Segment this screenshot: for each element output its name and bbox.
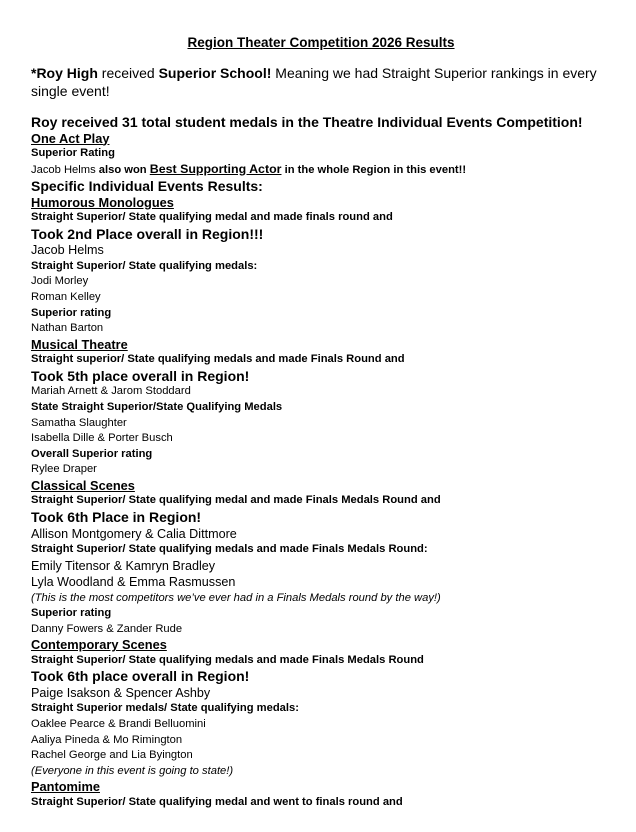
contemporary-place: Took 6th place overall in Region!: [31, 668, 250, 685]
humorous-name-1: Jacob Helms: [31, 243, 104, 258]
classical-label-2: Straight Superior/ State qualifying medals and made Finals Medals Round:: [31, 543, 428, 555]
humorous-label-1: Straight Superior/ State qualifying medal and made finals round and: [31, 211, 393, 224]
classical-label-3: Superior rating: [31, 607, 112, 620]
pantomime-label-1: Straight Superior/ State qualifying medal and went to finals round and: [31, 795, 403, 808]
contemporary-heading: Contemporary Scenes: [31, 637, 167, 653]
humorous-name-2a: Jodi Morley: [31, 275, 89, 288]
contemporary-name-2c: Rachel George and Lia Byington: [31, 749, 193, 762]
musical-label-1: Straight superior/ State qualifying medals and made Finals Round and: [31, 353, 405, 366]
intro-paragraph: [31, 65, 621, 100]
intro-school: *Roy High: [31, 65, 98, 81]
contemporary-name-1: Paige Isakson & Spencer Ashby: [31, 685, 211, 700]
classical-name-2b: Lyla Woodland & Emma Rasmussen: [31, 575, 236, 590]
musical-place: Took 5th place overall in Region!: [31, 367, 250, 384]
classical-note: (This is the most competitors we’ve ever had in a Finals Medals round by the way!): [31, 591, 441, 604]
classical-place: Took 6th Place in Region!: [31, 509, 202, 525]
humorous-label-3: Superior rating: [31, 306, 112, 319]
contemporary-label-2: Straight Superior medals/ State qualifying medals:: [31, 702, 299, 715]
musical-name-3a: Rylee Draper: [31, 463, 97, 476]
one-act-rating: Superior Rating: [31, 147, 115, 159]
one-act-award-mid: also won: [95, 163, 150, 176]
one-act-award-end: in the whole Region in this event!!: [281, 163, 467, 176]
results-document: [31, 35, 621, 811]
specific-heading: Specific Individual Events Results:: [31, 178, 263, 195]
one-act-award-title: Best Supporting Actor: [149, 161, 282, 176]
classical-name-3a: Danny Fowers & Zander Rude: [31, 622, 183, 635]
medals-line: Roy received 31 total student medals in the Theatre Individual Events Competition!: [31, 114, 583, 130]
humorous-place: Took 2nd Place overall in Region!!!: [31, 225, 264, 242]
classical-name-1: Allison Montgomery & Calia Dittmore: [31, 526, 237, 541]
classical-heading: Classical Scenes: [31, 477, 135, 493]
intro-award: Superior School!: [158, 65, 272, 81]
humorous-label-2: Straight Superior/ State qualifying medals:: [31, 259, 258, 272]
pantomime-heading: Pantomime: [31, 779, 100, 795]
contemporary-name-2a: Oaklee Pearce & Brandi Belluomini: [31, 718, 206, 731]
one-act-award-line: [31, 162, 621, 179]
musical-label-3: Overall Superior rating: [31, 447, 153, 460]
page-title: Region Theater Competition 2026 Results: [187, 35, 455, 50]
musical-name-1: Mariah Arnett & Jarom Stoddard: [31, 385, 191, 398]
intro-text-1: received: [97, 65, 159, 81]
one-act-award-name: Jacob Helms: [31, 163, 96, 176]
musical-label-2: State Straight Superior/State Qualifying Medals: [31, 400, 283, 413]
contemporary-note: (Everyone in this event is going to state!): [31, 764, 234, 777]
humorous-name-3a: Nathan Barton: [31, 322, 104, 335]
musical-heading: Musical Theatre: [31, 336, 128, 352]
musical-name-2a: Samatha Slaughter: [31, 416, 127, 429]
contemporary-name-2b: Aaliya Pineda & Mo Rimington: [31, 733, 183, 746]
contemporary-label-1: Straight Superior/ State qualifying medals and made Finals Medals Round: [31, 653, 424, 666]
intro-text-2: Meaning we had Straight Superior rankings in every single event!: [31, 65, 597, 99]
humorous-heading: Humorous Monologues: [31, 194, 174, 210]
musical-name-2b: Isabella Dille & Porter Busch: [31, 432, 173, 445]
classical-label-1: Straight Superior/ State qualifying medal and made Finals Medals Round and: [31, 494, 441, 507]
humorous-name-2b: Roman Kelley: [31, 290, 101, 303]
one-act-heading: One Act Play: [31, 130, 110, 146]
classical-name-2a: Emily Titensor & Kamryn Bradley: [31, 558, 216, 573]
